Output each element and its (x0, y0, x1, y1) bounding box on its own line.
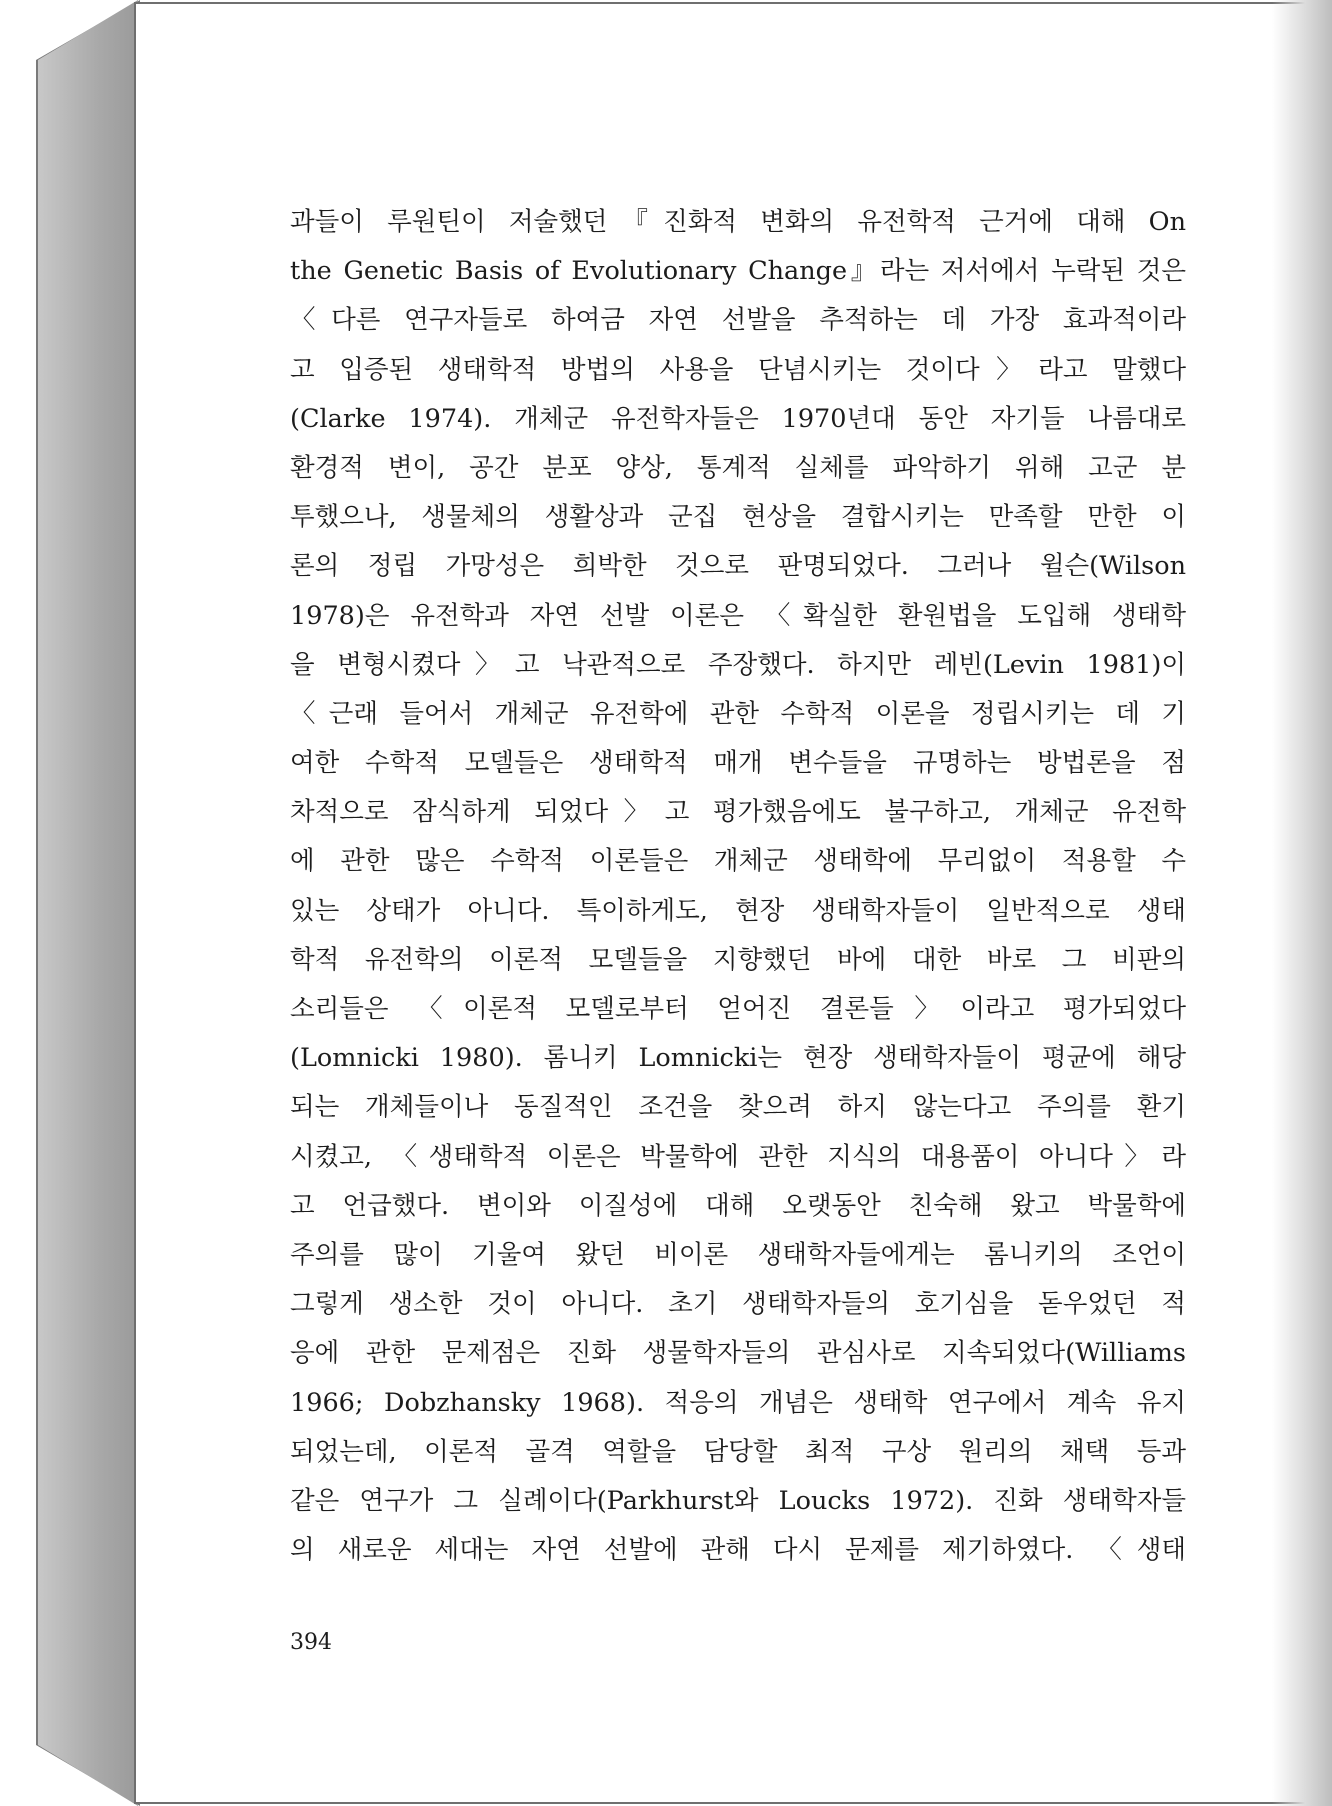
text-line: 고 언급했다. 변이와 이질성에 대해 오랫동안 친숙해 왔고 박물학에 (290, 1190, 1186, 1221)
page-number: 394 (290, 1630, 332, 1655)
text-line: 있는 상태가 아니다. 특이하게도, 현장 생태학자들이 일반적으로 생태 (290, 895, 1186, 926)
text-line: 고 입증된 생태학적 방법의 사용을 단념시키는 것이다〉라고 말했다 (290, 354, 1186, 385)
text-line: 을 변형시켰다〉고 낙관적으로 주장했다. 하지만 레빈(Levin 1981)이 (290, 649, 1186, 680)
text-line: (Clarke 1974). 개체군 유전학자들은 1970년대 동안 자기들 나름대로 (290, 403, 1186, 434)
text-line: 되었는데, 이론적 골격 역할을 담당할 최적 구상 원리의 채택 등과 (290, 1436, 1186, 1467)
text-line: 소리들은 〈이론적 모델로부터 얻어진 결론들〉이라고 평가되었다 (290, 994, 1186, 1024)
text-line: 차적으로 잠식하게 되었다〉고 평가했음에도 불구하고, 개체군 유전학 (290, 797, 1186, 828)
book-spine (38, 0, 138, 1806)
text-line: 1966; Dobzhansky 1968). 적응의 개념은 생태학 연구에서 계속 유지 (290, 1387, 1186, 1418)
text-line: 주의를 많이 기울여 왔던 비이론 생태학자들에게는 롬니키의 조언이 (290, 1239, 1186, 1270)
text-line: 학적 유전학의 이론적 모델들을 지향했던 바에 대한 바로 그 비판의 (290, 944, 1186, 975)
text-line: 응에 관한 문제점은 진화 생물학자들의 관심사로 지속되었다(Williams (290, 1338, 1186, 1369)
text-line: 의 새로운 세대는 자연 선발에 관해 다시 문제를 제기하였다. 〈생태 (290, 1535, 1186, 1566)
text-line: (Lomnicki 1980). 롬니키 Lomnicki는 현장 생태학자들이 평균에 해당 (290, 1043, 1186, 1074)
page-edge-shadow (1272, 0, 1332, 1806)
text-line: 〈다른 연구자들로 하여금 자연 선발을 추적하는 데 가장 효과적이라 (290, 305, 1186, 336)
text-line: 과들이 루원틴이 저술했던『진화적 변화의 유전학적 근거에 대해 On (290, 207, 1186, 237)
text-line: 론의 정립 가망성은 희박한 것으로 판명되었다. 그러나 윌슨(Wilson (290, 551, 1186, 582)
text-line: 되는 개체들이나 동질적인 조건을 찾으려 하지 않는다고 주의를 환기 (290, 1092, 1186, 1123)
body-text (290, 198, 1186, 1575)
text-line: 1978)은 유전학과 자연 선발 이론은 〈확실한 환원법을 도입해 생태학 (290, 600, 1186, 631)
text-line: the Genetic Basis of Evolutionary Change』라는 저서에서 누락된 것은 (290, 256, 1186, 287)
text-line: 투했으나, 생물체의 생활상과 군집 현상을 결합시키는 만족할 만한 이 (290, 502, 1186, 533)
text-line: 시켰고, 〈생태학적 이론은 박물학에 관한 지식의 대용품이 아니다〉라 (290, 1141, 1186, 1172)
text-line: 여한 수학적 모델들은 생태학적 매개 변수들을 규명하는 방법론을 점 (290, 748, 1186, 779)
text-line: 환경적 변이, 공간 분포 양상, 통계적 실체를 파악하기 위해 고군 분 (290, 452, 1186, 483)
text-line: 그렇게 생소한 것이 아니다. 초기 생태학자들의 호기심을 돋우었던 적 (290, 1289, 1186, 1320)
text-line: 〈근래 들어서 개체군 유전학에 관한 수학적 이론을 정립시키는 데 기 (290, 698, 1186, 729)
text-line: 에 관한 많은 수학적 이론들은 개체군 생태학에 무리없이 적용할 수 (290, 846, 1186, 877)
text-line: 같은 연구가 그 실례이다(Parkhurst와 Loucks 1972). 진화 생태학자들 (290, 1485, 1186, 1516)
